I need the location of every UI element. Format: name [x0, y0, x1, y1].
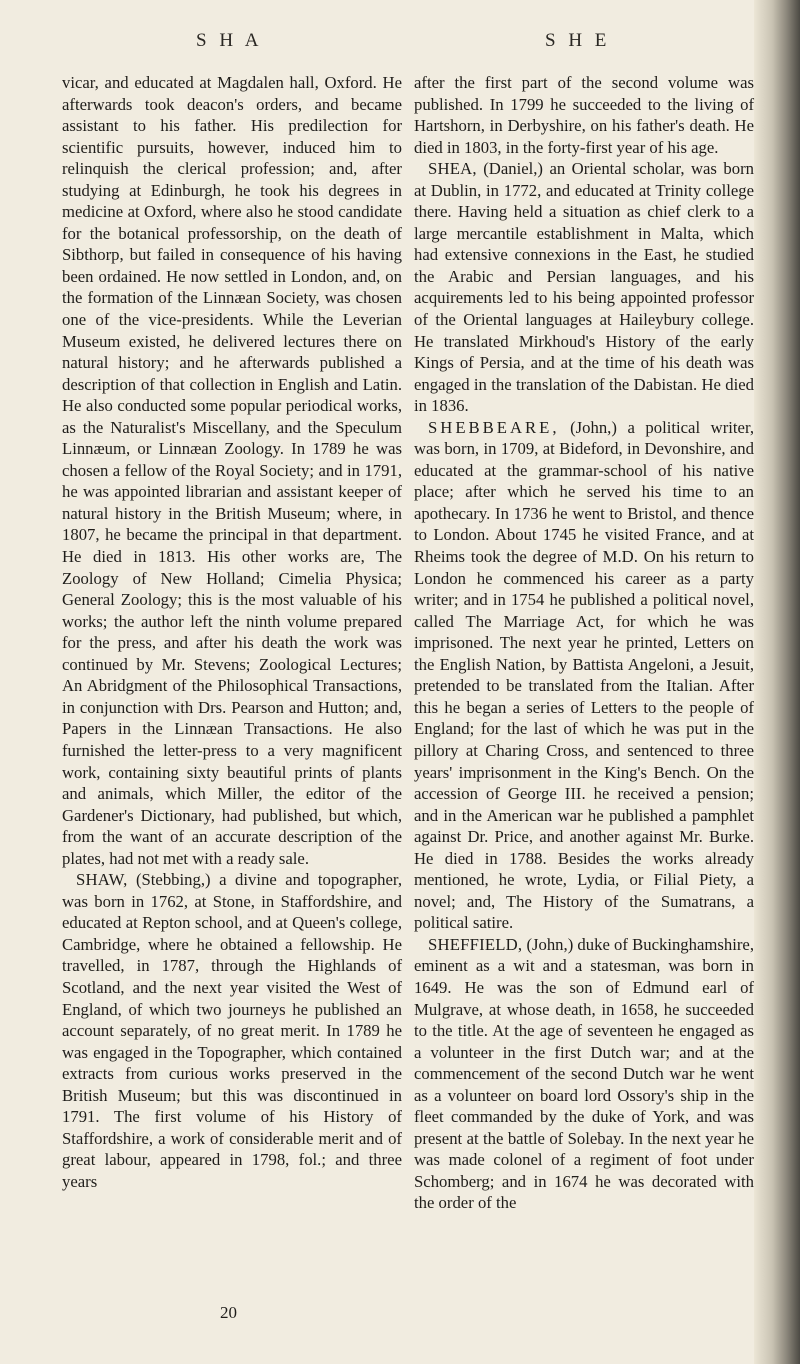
entry-headword: SHAW, [76, 870, 128, 890]
left-column [62, 72, 402, 1192]
running-head-left: S H A [196, 30, 263, 51]
entry-text: (Daniel,) an Oriental scholar, was born at Dublin, in 1772, and educated at Trinity college there. Having held a situation as chief clerk to a large mercantile establishment in Malta, which had extensive connexions in the East, he studied the Arabic and Persian languages, and his acquirements led to his being appointed professor of the Oriental languages at Haileybury college. He translated Mirkhoud's History of the early Kings of Persia, and at the time of his death was engaged in the translation of the Dabistan. He died in 1836. [414, 159, 754, 416]
entry-shaw [62, 869, 402, 1192]
entry-text: (John,) a political writer, was born, in 1709, at Bideford, in Devonshire, and educated at the grammar-school of his native place; after which he served his time to an apothecary. In 1736 he went to Bristol, and thence to London. About 1745 he visited France, and at Rheims took the degree of M.D. On his return to London he commenced his career as a party writer; and in 1754 he published a political novel, called The Marriage Act, for which he was imprisoned. The next year he printed, Letters on the English Nation, by Battista Angeloni, a Jesuit, pretended to be translated from the Italian. After this he began a series of Letters to the people of England; for the last of which he was put in the pillory at Charing Cross, and sentenced to three years' imprisonment in the King's Bench. On the accession of George III. he received a pension; and in the American war he published a pamphlet against Dr. Price, and another against Mr. Burke. He died in 1788. Besides the works already mentioned, he wrote, Lydia, or Filial Piety, a novel; and, The History of the Sumatrans, a political satire. [414, 417, 754, 933]
entry-shea [414, 158, 754, 417]
page-number: 20 [220, 1303, 237, 1322]
left-continuation-paragraph: vicar, and educated at Magdalen hall, Oxford. He afterwards took deacon's orders, and became assistant to his father. His predilection for scientific pursuits, however, induced him to relinquish the clerical profession; and, after studying at Edinburgh, he took his degrees in medicine at Oxford, where also he stood candidate for the botanical professorship, on the death of Sibthorp, but failed in consequence of his having been ordained. He now settled in London, and, on the formation of the Linnæan Society, was chosen one of the vice-presidents. While the Leverian Museum existed, he delivered lectures there on natural history; and he afterwards published a description of that collection in English and Latin. He also conducted some popular periodical works, as the Naturalist's Miscellany, and the Speculum Linnæum, or Linnæan Zoology. In 1789 he was chosen a fellow of the Royal Society; and in 1791, he was appointed librarian and assistant keeper of natural history in the British Museum; where, in 1807, he became the principal in that department. He died in 1813. His other works are, The Zoology of New Holland; Cimelia Physica; General Zoology; this is the most valuable of his works; the author left the ninth volume prepared for the press, and after his death the work was continued by Mr. Stevens; Zoological Lectures; An Abridgment of the Philosophical Transactions, in conjunction with Drs. Pearson and Hutton; and, Papers in the Linnæan Transactions. He also furnished the letter-press to a very magnificent work, containing sixty beautiful prints of plants and animals, which Miller, the editor of the Gardener's Dictionary, had published, but which, from the want of an accurate description of the plates, had not met with a ready sale. [62, 73, 402, 868]
entry-text: (John,) duke of Buckinghamshire, eminent as a wit and a statesman, was born in 1649. He was the son of Edmund earl of Mulgrave, at whose death, in 1658, he succeeded to the title. At the age of seventeen he engaged as a volunteer in the first Dutch war; and at the commencement of the second Dutch war he went as a volunteer on board lord Ossory's ship in the fleet commanded by the duke of York, and was present at the battle of Solebay. In the next year he was made colonel of a regiment of foot under Schomberg; and in 1674 he was decorated with the order of the [414, 934, 754, 1213]
entry-text: (Stebbing,) a divine and topographer, was born in 1762, at Stone, in Staffordshire, and educated at Repton school, and at Queen's college, Cambridge, where he obtained a fellowship. He travelled, in 1787, through the Highlands of Scotland, and the next year visited the West of England, of which two journeys he published an account separately, of no great merit. In 1789 he was engaged in the Topographer, which contained extracts from curious works preserved in the British Museum; but this was discontinued in 1791. The first volume of his History of Staffordshire, a work of considerable merit and of great labour, appeared in 1798, fol.; and three years [62, 870, 402, 1191]
entry-headword: SHEBBEARE, [428, 417, 560, 437]
right-continuation-paragraph: after the first part of the second volume was published. In 1799 he succeeded to the living of Hartshorn, in Derbyshire, on his father's death. He died in 1803, in the forty-first year of his age. [414, 73, 754, 157]
page-edge-shadow [754, 0, 800, 1364]
running-head-right: S H E [545, 30, 611, 51]
entry-shebbeare [414, 417, 754, 934]
right-column [414, 72, 754, 1214]
entry-headword: SHEA, [428, 159, 477, 179]
entry-sheffield [414, 934, 754, 1214]
entry-headword: SHEFFIELD, [428, 934, 523, 954]
